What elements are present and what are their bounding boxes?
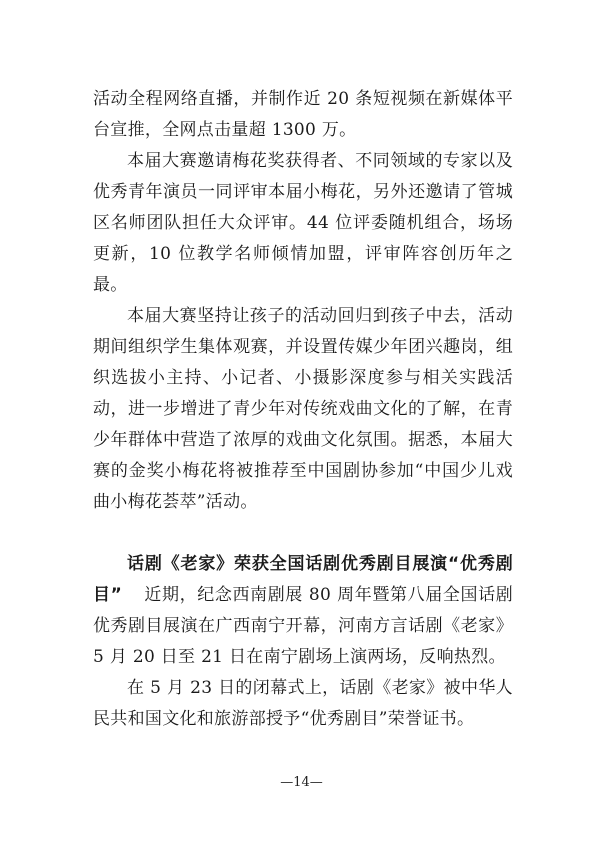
news-item-laojia xyxy=(93,549,513,673)
paragraph-judges: 本届大赛邀请梅花奖获得者、不同领域的专家以及优秀青年演员一同评审本届小梅花，另外还邀请了管城区名师团队担任大众评审。44 位评委随机组合，场场更新，10 位教学名师倾情加盟，评审阵容创历年之最。 xyxy=(93,151,513,295)
paragraph-children-activities: 本届大赛坚持让孩子的活动回归到孩子中去，活动期间组织学生集体观赛，并设置传媒少年团兴趣岗，组织选拔小主持、小记者、小摄影深度参与相关实践活动，进一步增进了青少年对传统戏曲文化的了解，在青少年群体中营造了浓厚的戏曲文化氛围。据悉，本届大赛的金奖小梅花将被推荐至中国剧协参加“中国少儿戏曲小梅花荟萃”活动。 xyxy=(93,306,513,512)
paragraph-live-broadcast: 活动全程网络直播，并制作近 20 条短视频在新媒体平台宣推，全网点击量超 1300 万。 xyxy=(93,89,513,140)
page-number: —14— xyxy=(280,775,323,790)
section-gap xyxy=(93,518,513,549)
page-body xyxy=(93,84,513,735)
news-body: 近期，纪念西南剧展 80 周年暨第八届全国话剧优秀剧目展演在广西南宁开幕，河南方言话剧《老家》5 月 20 日至 21 日在南宁剧场上演两场，反响热烈。 xyxy=(93,585,513,667)
paragraph-closing-ceremony: 在 5 月 23 日的闭幕式上，话剧《老家》被中华人民共和国文化和旅游部授予“优秀剧目”荣誉证书。 xyxy=(93,678,513,729)
news-headline: 话剧《老家》荣获全国话剧优秀剧目展演“优秀剧目” xyxy=(93,554,513,605)
